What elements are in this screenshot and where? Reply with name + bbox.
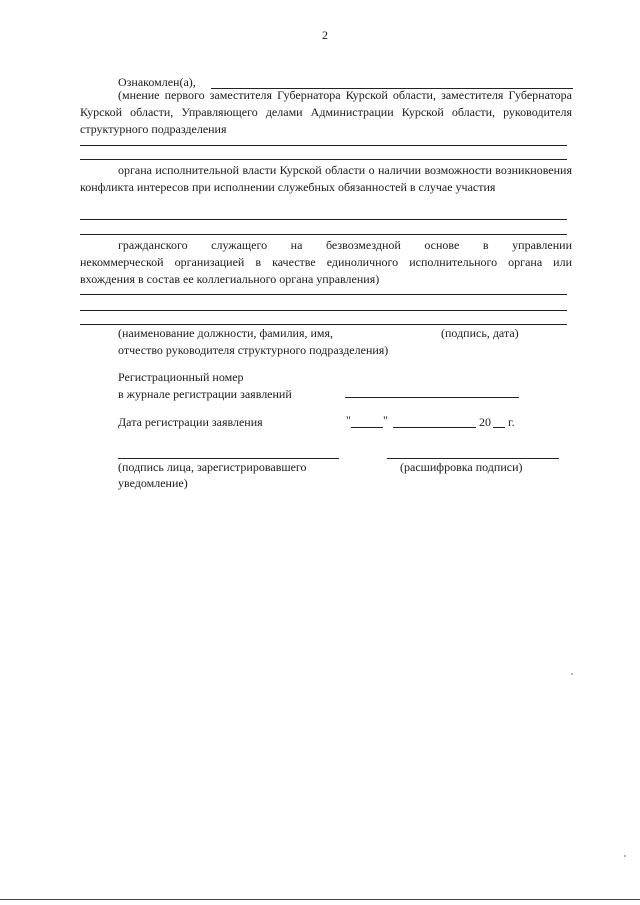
decoding-caption: (расшифровка подписи) (400, 460, 523, 474)
servant-text-line1: гражданского служащего на безвозмездной основе в управлении (118, 238, 572, 252)
opinion-text: (мнение первого заместителя Губернатора Курской области, заместителя Губернатора Курской области, Управляющего делами Администрации Курской области, руководителя структурного подразделения (80, 88, 572, 136)
acquainted-label: Ознакомлен(а), (118, 75, 196, 89)
organ-text: органа исполнительной власти Курской области о наличии возможности возникновения конфликта интересов при исполнении служебных обязанностей в случае участия (80, 163, 572, 194)
reg-number-line (345, 397, 519, 398)
reg-date-month-line (393, 427, 476, 428)
blank-line-4 (80, 234, 567, 235)
scan-speck (571, 673, 573, 675)
reg-date-label: Дата регистрации заявления (118, 415, 263, 429)
scan-bottom-edge (0, 899, 640, 900)
position-caption-line1: (наименование должности, фамилия, имя, (118, 326, 334, 340)
blank-line-1 (80, 145, 567, 146)
signature-date-caption: (подпись, дата) (441, 326, 519, 340)
reg-date-quote-close: " (383, 413, 388, 427)
registrar-caption-line2: уведомление) (118, 476, 188, 490)
blank-line-2 (80, 159, 567, 160)
reg-date-year-prefix: 20 (479, 415, 491, 429)
page-number: 2 (322, 28, 328, 42)
reg-number-label-line2: в журнале регистрации заявлений (118, 387, 292, 401)
registrar-caption-line1: (подпись лица, зарегистрировавшего (118, 460, 307, 474)
reg-date-day-line (351, 427, 383, 428)
position-caption-line2: отчество руководителя структурного подразделения) (118, 343, 389, 357)
servant-text-rest: некоммерческой организацией в качестве единоличного исполнительного органа или вхождения в состав ее коллегиального органа управления) (80, 255, 572, 286)
reg-date-year-suffix: г. (508, 415, 515, 429)
reg-number-label-line1: Регистрационный номер (118, 370, 244, 384)
blank-line-5 (80, 294, 567, 295)
scan-speck (624, 855, 626, 857)
blank-line-3 (80, 219, 567, 220)
reg-date-quote-open: " (346, 413, 351, 427)
reg-date-year-line (493, 427, 505, 428)
blank-line-6 (80, 310, 567, 311)
